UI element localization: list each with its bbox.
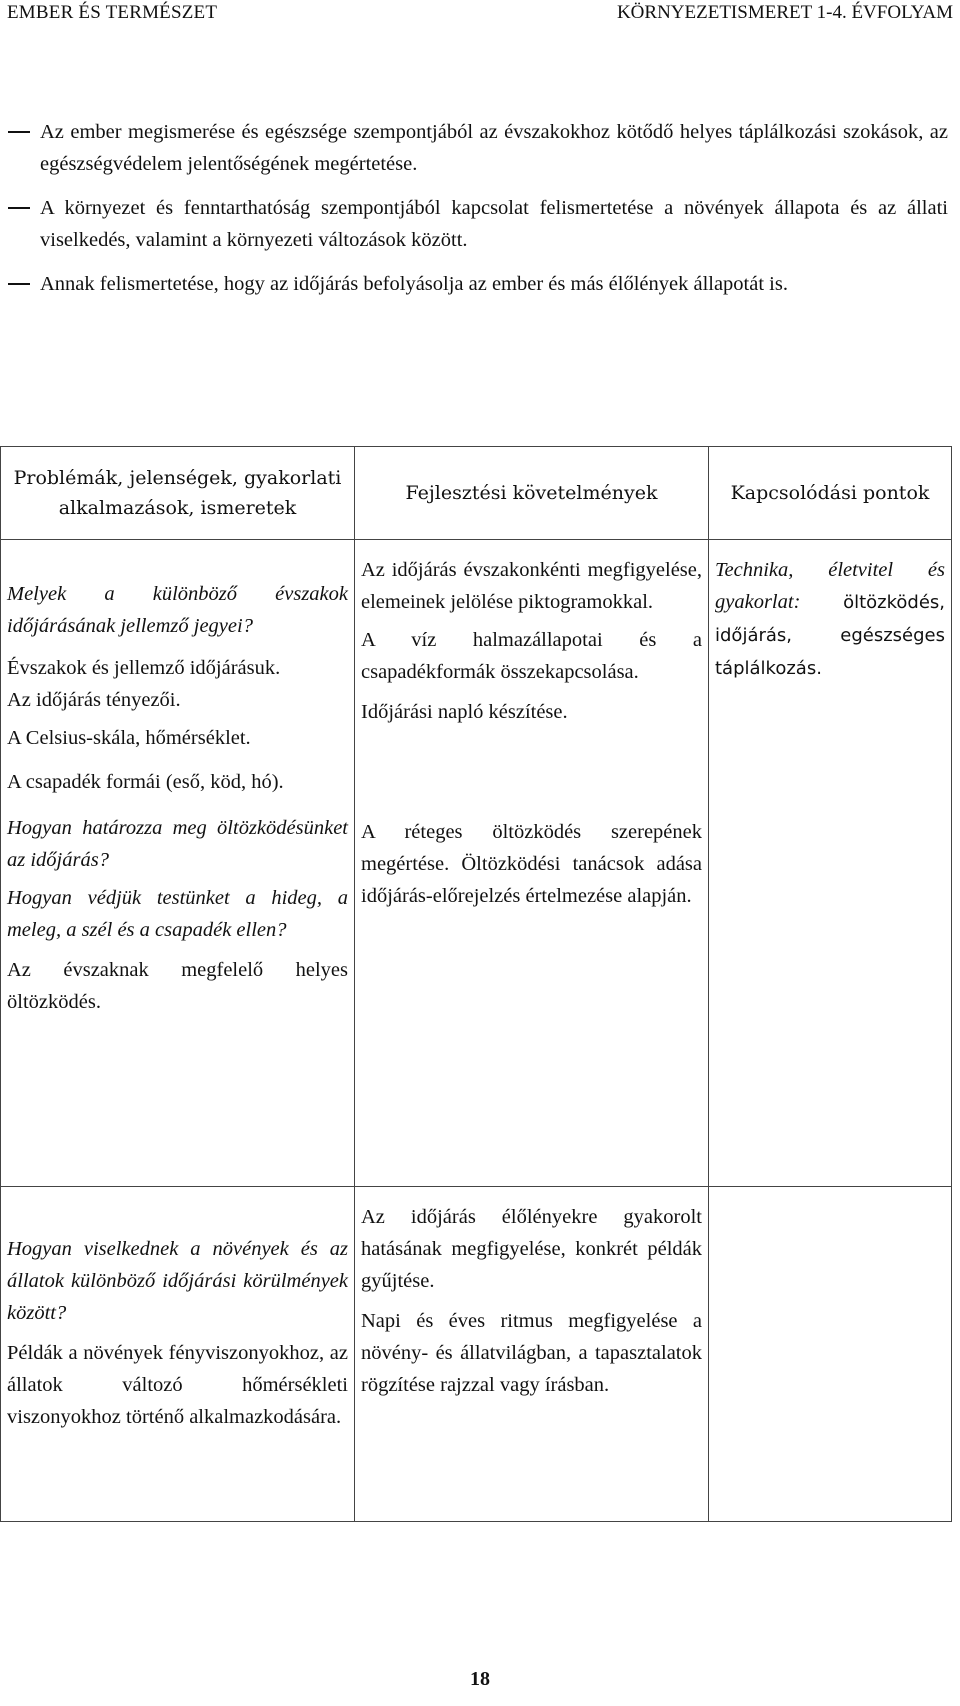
connection-subject: Technika, életvitel és gyakorlat:: [715, 559, 945, 613]
connection-topics: öltözködés, időjárás, egészséges táplálkozás.: [715, 592, 945, 679]
dash-icon: [8, 283, 30, 285]
topic-weather-factors: Az időjárás tényezői.: [7, 689, 181, 711]
req-layered-clothing: A réteges öltözködés szerepének megértése. Öltözködési tanácsok adása időjárás-előrejelzés értelmezése alapján.: [361, 821, 702, 907]
header-requirements: Fejlesztési követelmények: [355, 447, 709, 540]
topic-clothing: Az évszaknak megfelelő helyes öltözködés.: [7, 959, 348, 1013]
req-weather-diary: Időjárási napló készítése.: [361, 701, 568, 723]
req-water-states: A víz halmazállapotai és a csapadékformák összekapcsolása.: [361, 629, 702, 683]
header-problems: Problémák, jelenségek, gyakorlati alkalmazások, ismeretek: [1, 447, 355, 540]
running-header: [0, 0, 960, 30]
topic-seasons: Évszakok és jellemző időjárásuk.: [7, 657, 281, 679]
topic-celsius: A Celsius-skála, hőmérséklet.: [7, 727, 251, 749]
question-protection: Hogyan védjük testünket a hideg, a meleg, a szél és a csapadék ellen?: [7, 887, 348, 941]
question-clothing: Hogyan határozza meg öltözködésünket az időjárás?: [7, 817, 348, 871]
dash-icon: [8, 207, 30, 209]
requirements-cell: [355, 540, 709, 1187]
goal-list: [8, 116, 948, 312]
goal-item: A környezet és fenntarthatóság szempontjából kapcsolat felismertetése a növények állapota és az állati viselkedés, valamint a környezeti változások között.: [8, 192, 948, 256]
topic-precipitation: A csapadék formái (eső, köd, hó).: [7, 771, 284, 793]
header-connections: Kapcsolódási pontok: [709, 447, 952, 540]
req-observation: Az időjárás évszakonkénti megfigyelése, elemeinek jelölése piktogramokkal.: [361, 559, 702, 613]
table-header-row: [1, 447, 952, 540]
requirements-cell: [355, 1187, 709, 1522]
req-rhythm: Napi és éves ritmus megfigyelése a növény- és állatvilágban, a tapasztalatok rögzítése rajzzal vagy írásban.: [361, 1310, 702, 1396]
dash-icon: [8, 131, 30, 133]
table-row: [1, 540, 952, 1187]
header-right: KÖRNYEZETISMERET 1-4. ÉVFOLYAM: [616, 2, 953, 23]
header-left: EMBER ÉS TERMÉSZET: [7, 2, 218, 23]
curriculum-table: [0, 446, 952, 1522]
req-effects: Az időjárás élőlényekre gyakorolt hatásának megfigyelése, konkrét példák gyűjtése.: [361, 1206, 702, 1292]
question-seasons: Melyek a különböző évszakok időjárásának jellemző jegyei?: [7, 583, 348, 637]
table-row: [1, 1187, 952, 1522]
connection-text: [715, 554, 945, 685]
problems-cell: [1, 1187, 355, 1522]
question-behaviour: Hogyan viselkednek a növények és az állatok különböző időjárási körülmények között?: [7, 1238, 348, 1324]
problems-cell: [1, 540, 355, 1187]
connections-cell-empty: [709, 1187, 952, 1522]
goal-item: Annak felismertetése, hogy az időjárás befolyásolja az ember és más élőlények állapotát is.: [8, 268, 948, 300]
connections-cell: [709, 540, 952, 1187]
goal-item: Az ember megismerése és egészsége szempontjából az évszakokhoz kötődő helyes táplálkozási szokások, az egészségvédelem jelentőségének megértetése.: [8, 116, 948, 180]
page-number: 18: [470, 1668, 490, 1690]
topic-adaptation: Példák a növények fényviszonyokhoz, az állatok változó hőmérsékleti viszonyokhoz történő alkalmazkodására.: [7, 1342, 348, 1428]
